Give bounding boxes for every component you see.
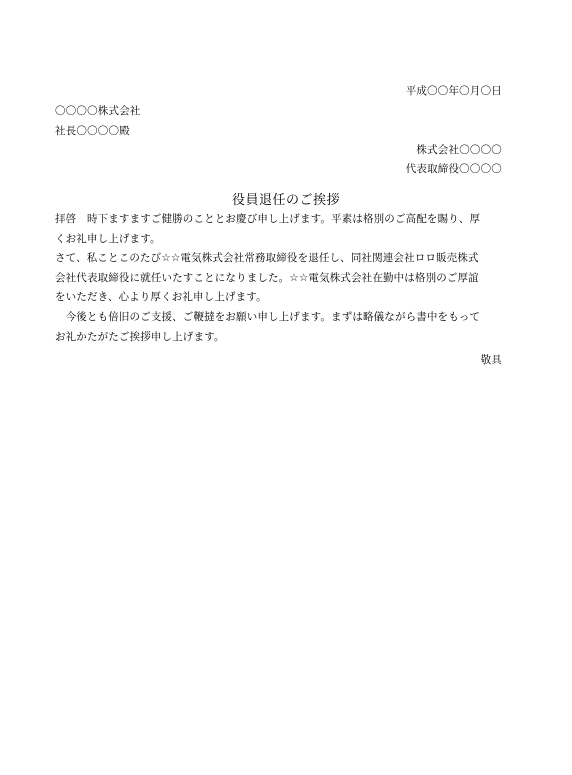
letter-closing: 敬具 [480, 354, 502, 366]
sender-person: 代表取締役〇〇〇〇 [405, 163, 502, 175]
body-line: 今後とも倍旧のご支援、ご鞭撻をお願い申し上げます。まずは略儀ながら書中をもって [55, 310, 481, 323]
recipient-company: 〇〇〇〇株式会社 [55, 105, 141, 117]
letter-title: 役員退任のご挨拶 [231, 193, 340, 208]
body-line: さて、私ことこのたび☆☆電気株式会社常務取締役を退任し、同社関連会社ロロ販売株式 [55, 252, 479, 265]
body-line: 拝啓 時下ますますご健勝のこととお慶び申し上げます。平素は格別のご高配を賜り、厚 [55, 213, 481, 225]
recipient-person: 社長〇〇〇〇殿 [55, 125, 130, 137]
body-line: をいただき、心より厚くお礼申し上げます。 [55, 291, 267, 304]
body-line: くお礼申し上げます。 [55, 232, 161, 245]
body-line: 会社代表取締役に就任いたすことになりました。☆☆電気株式会社在勤中は格別のご厚誼 [55, 271, 479, 284]
body-line: お礼かたがたご挨拶申し上げます。 [55, 330, 225, 343]
sender-company: 株式会社〇〇〇〇 [416, 144, 502, 156]
letter-body [55, 210, 505, 347]
letter-date: 平成〇〇年〇月〇日 [405, 85, 502, 97]
